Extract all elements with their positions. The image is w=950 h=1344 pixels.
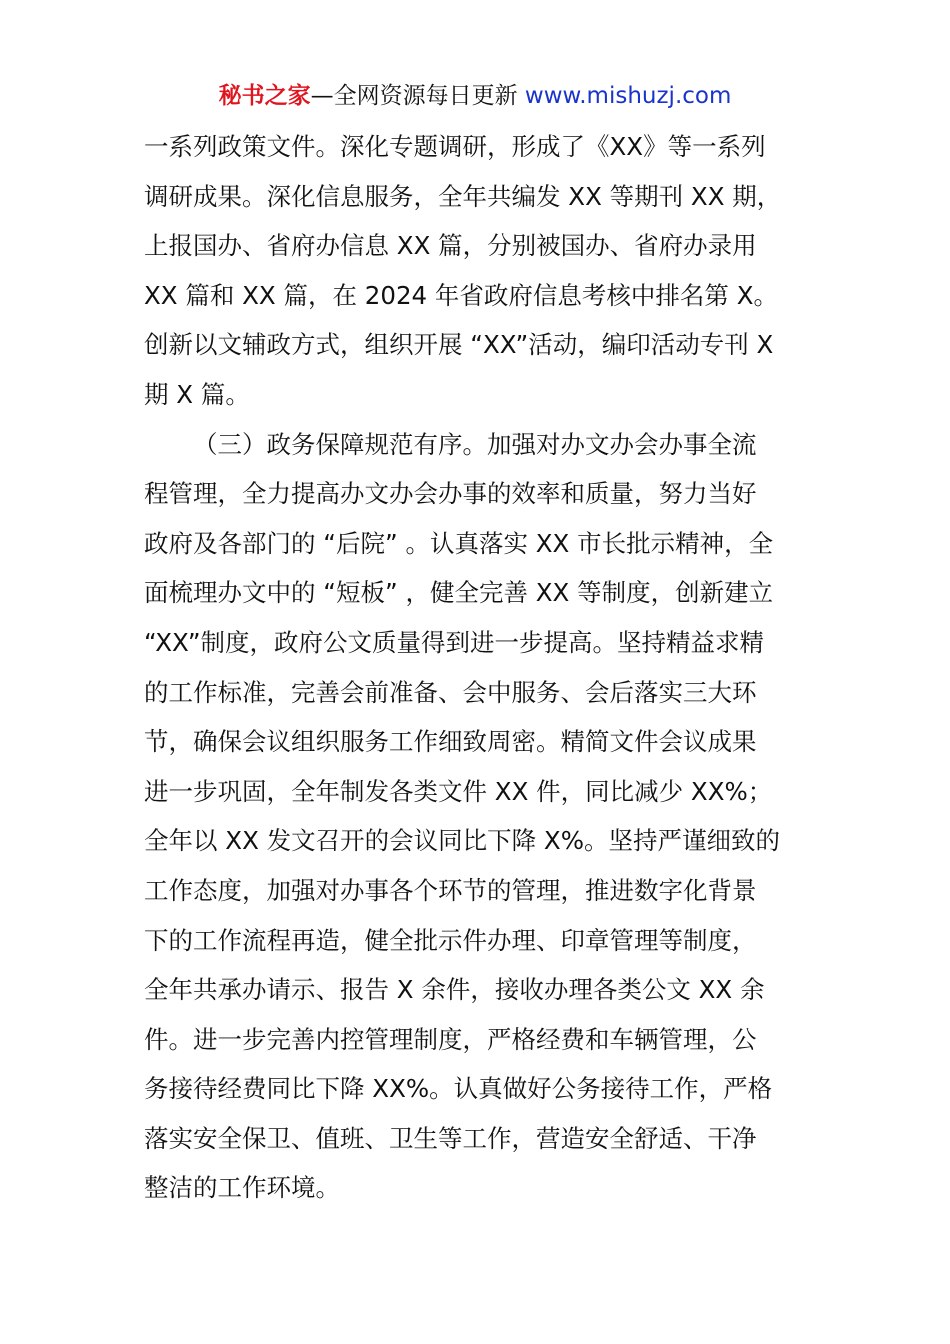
text-line: 的工作标准，完善会前准备、会中服务、会后落实三大环 xyxy=(144,677,757,707)
document-body xyxy=(144,122,809,1213)
text-line: 落实安全保卫、值班、卫生等工作，营造安全舒适、干净 xyxy=(144,1123,757,1153)
text-line: 下的工作流程再造，健全批示件办理、印章管理等制度， xyxy=(144,925,757,955)
header-url-link[interactable]: www.mishuzj.com xyxy=(524,83,732,109)
text-line: 政府及各部门的 “后院” 。认真落实 XX 市长批示精神，全 xyxy=(144,528,774,558)
text-line: “XX”制度，政府公文质量得到进一步提高。坚持精益求精 xyxy=(144,627,765,657)
text-line: 件。进一步完善内控管理制度，严格经费和车辆管理，公 xyxy=(144,1024,757,1054)
page-header xyxy=(0,80,950,112)
text-line: 创新以文辅政方式，组织开展 “XX”活动，编印活动专刊 X xyxy=(144,330,774,360)
text-line: 一系列政策文件。深化专题调研，形成了《XX》等一系列 xyxy=(144,132,766,161)
text-line: 全年以 XX 发文召开的会议同比下降 X%。坚持严谨细致的 xyxy=(144,826,780,856)
text-line: 务接待经费同比下降 XX%。认真做好公务接待工作，严格 xyxy=(144,1074,773,1104)
text-line: 全年共承办请示、报告 X 余件，接收办理各类公文 XX 余 xyxy=(144,975,765,1005)
header-slogan: —全网资源每日更新 xyxy=(310,83,518,109)
text-line: 进一步巩固，全年制发各类文件 XX 件，同比减少 XX%； xyxy=(144,776,773,806)
text-line: 整洁的工作环境。 xyxy=(144,1173,340,1203)
brand-name: 秘书之家 xyxy=(218,83,311,109)
text-line: 工作态度，加强对办事各个环节的管理，推进数字化背景 xyxy=(144,875,757,905)
text-line: 期 X 篇。 xyxy=(144,379,250,409)
text-line: 调研成果。深化信息服务，全年共编发 XX 等期刊 XX 期， xyxy=(144,181,782,211)
text-line: 节，确保会议组织服务工作细致周密。精简文件会议成果 xyxy=(144,727,757,757)
text-line: 程管理，全力提高办文办会办事的效率和质量，努力当好 xyxy=(144,479,757,509)
section-heading-line: （三）政务保障规范有序。加强对办文办会办事全流 xyxy=(193,429,757,459)
text-line: XX 篇和 XX 篇，在 2024 年省政府信息考核中排名第 X。 xyxy=(144,280,778,310)
text-line: 面梳理办文中的 “短板” ，健全完善 XX 等制度，创新建立 xyxy=(144,578,774,608)
text-line: 上报国办、省府办信息 XX 篇，分别被国办、省府办录用 xyxy=(144,231,757,261)
